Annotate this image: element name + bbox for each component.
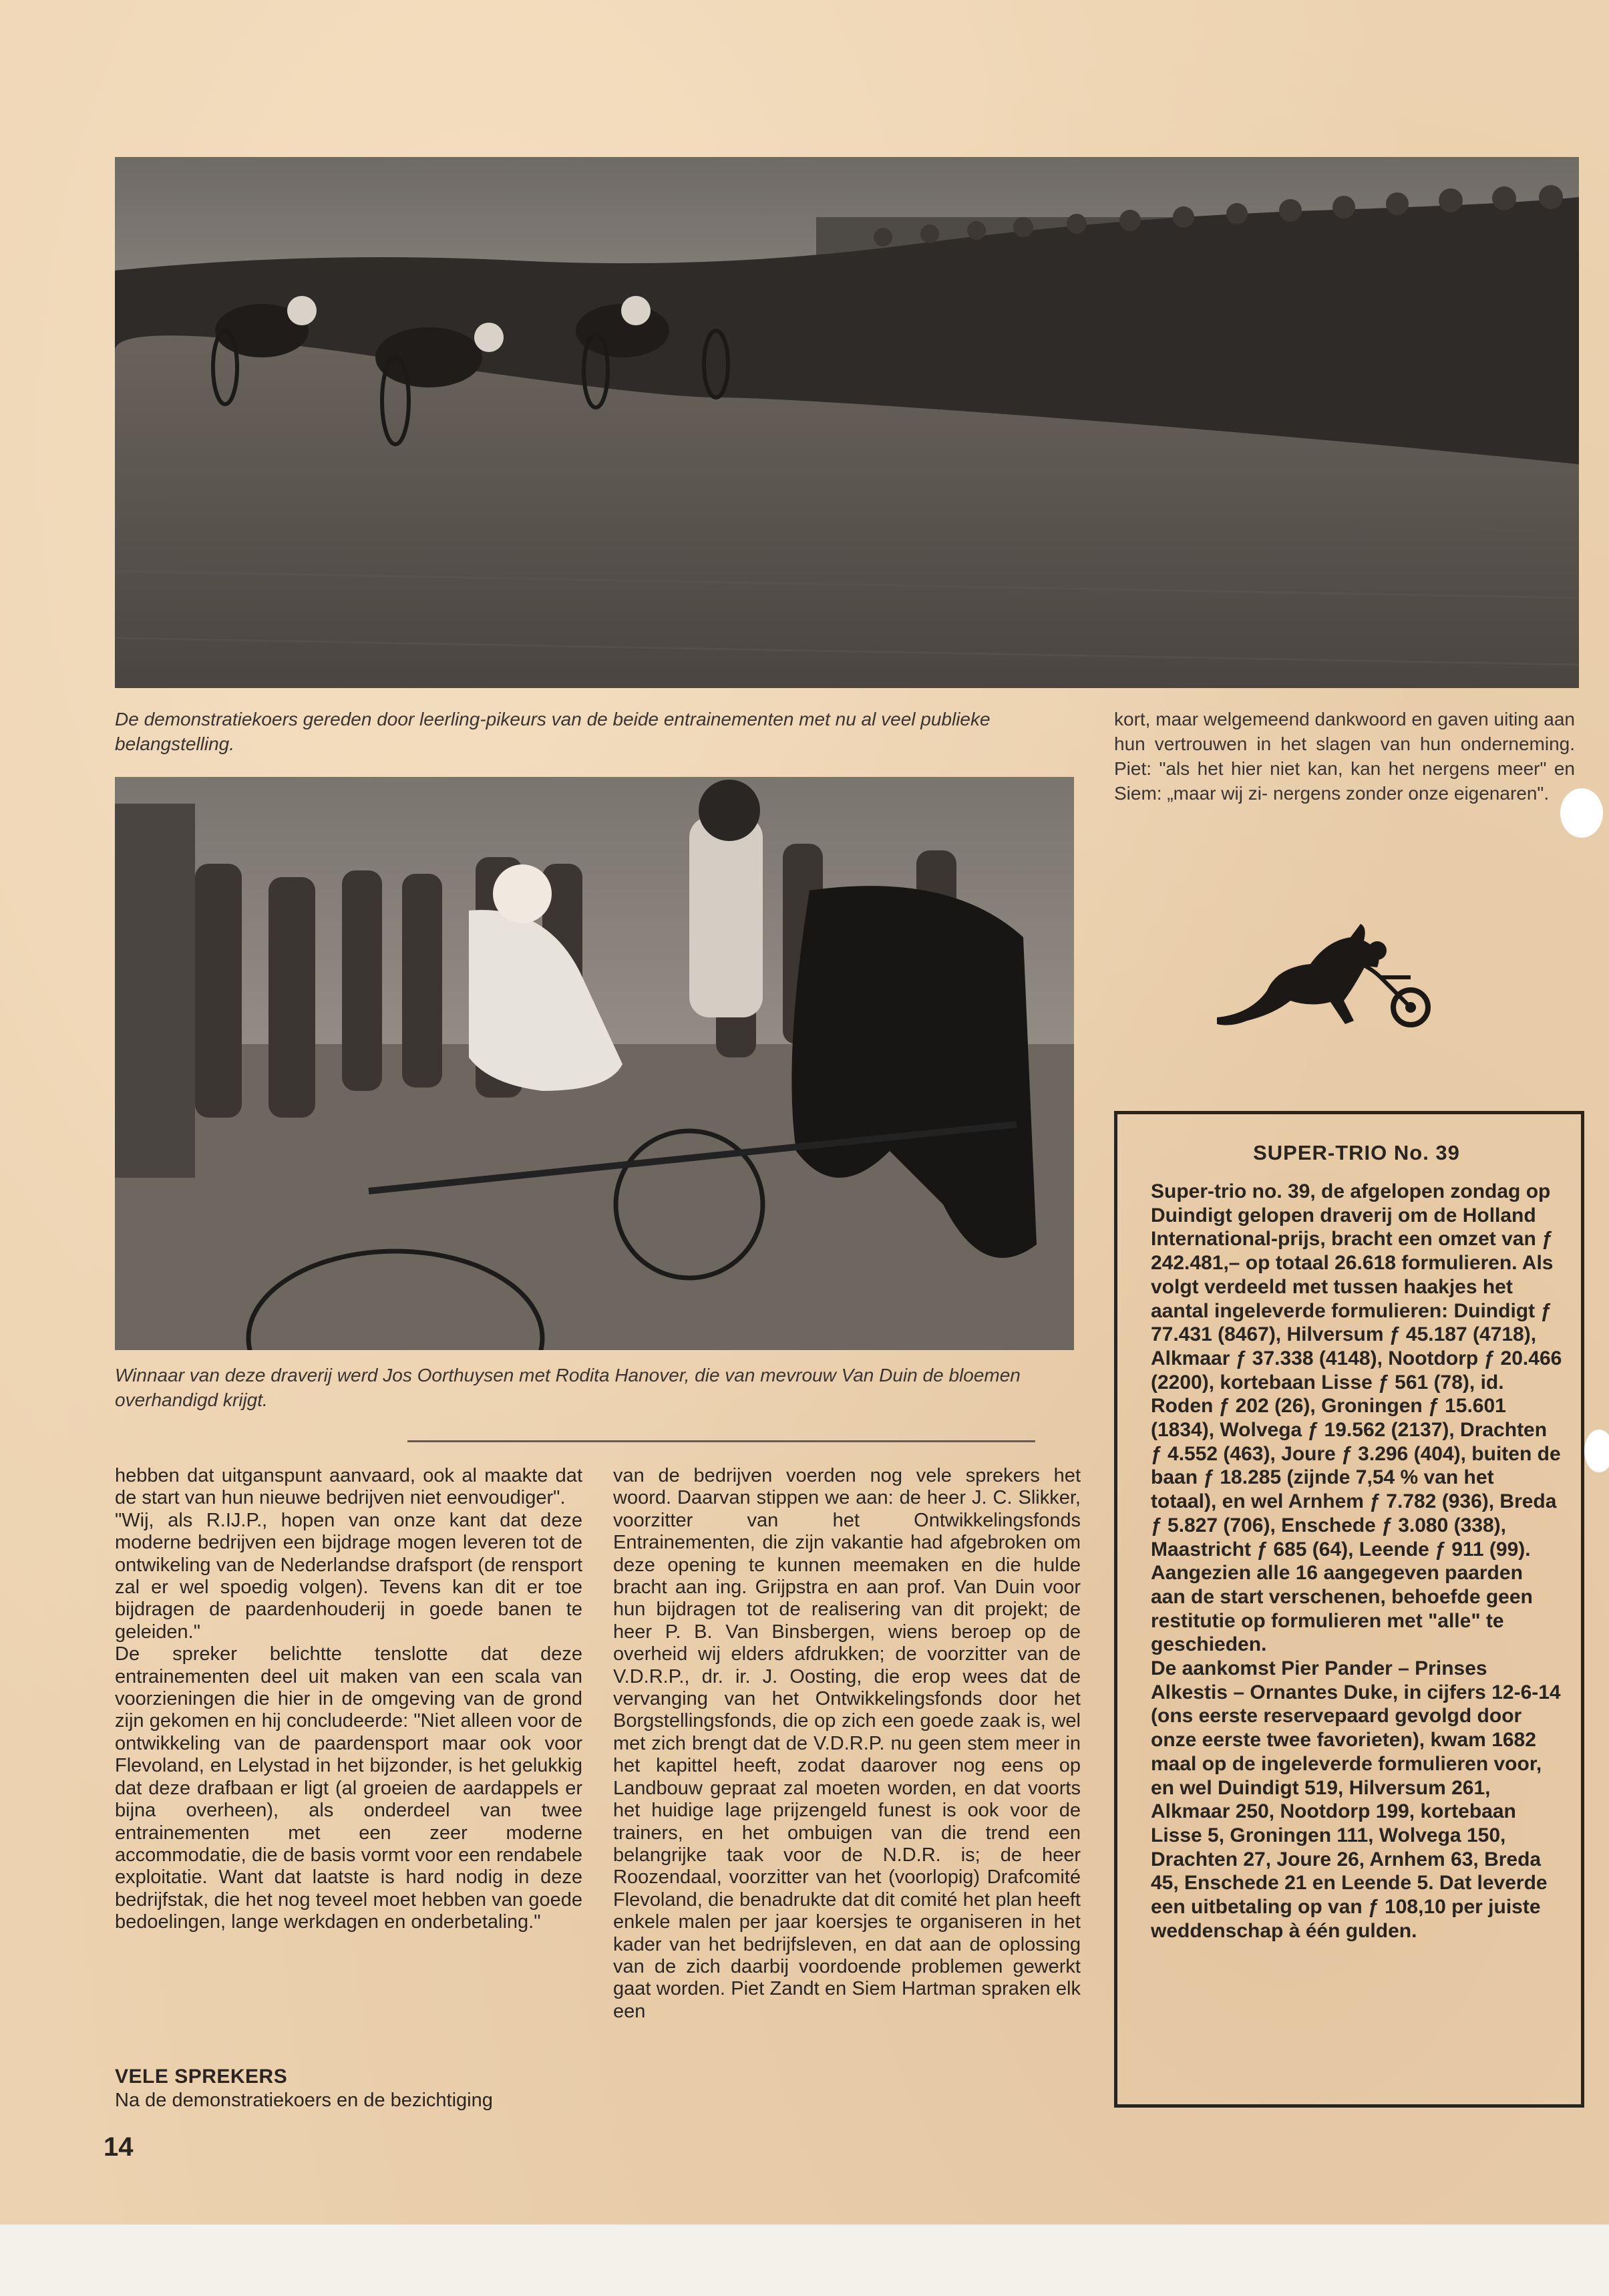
binder-hole (1584, 1430, 1609, 1472)
super-trio-paragraph-2: De aankomst Pier Pander – Prinses Alkestis – Ornantes Duke, in cijfers 12-6-14 (ons eerste reservepaard gevolgd door onze eerste twee favorieten), kwam 1682 maal op de ingeleverde formulieren voor, en wel Duindigt 519, Hilversum 261, Alkmaar 250, Nootdorp 199, kortebaan Lisse 5, Groningen 111, Wolvega 150, Drachten 27, Joure 26, Arnhem 63, Breda 45, Enschede 21 en Leende 5. Dat leverde een uitbetaling op van ƒ 108,10 per juiste weddenschap à één gulden. (1151, 1657, 1561, 1942)
paragraph: "Wij, als R.IJ.P., hopen van onze kant dat deze moderne bedrijven een bijdrage mogen leveren tot de ontwikeling van de Nederlandse drafsport (de rensport zal er wel spoedig volgen). Tevens kan dit er toe bijdragen de paardenhouderij in goede banen te geleiden." (115, 1509, 582, 1643)
caption-middle: Winnaar van deze draverij werd Jos Oorthuysen met Rodita Hanover, die van mevrouw Van Duin de bloemen overhandigd krijgt. (115, 1365, 1021, 1410)
article-column-2: van de bedrijven voerden nog vele sprekers het woord. Daarvan stippen we aan: de heer J. C. Slikker, voorzitter van het Ontwikkelingsfonds Entrainementen, die zijn vakantie had afgebroken om deze opening te kunnen meemaken en die hulde bracht aan ing. Grijpstra en aan prof. Van Duin voor hun bijdragen tot de realisering van dit projekt; de heer P. B. Van Binsbergen, wiens beroep op de overheid wij elders afdrukken; de voorzitter van de V.D.R.P., dr. ir. J. Oosting, die erop wees dat de vervanging van het Ontwikkelingsfonds door het Borgstellingsfonds, die op zich een goede zaak is, wel met zich brengt dat de V.D.R.P. nu geen stem meer in het kapittel heeft, zodat daarover nog eens op Landbouw gepraat zal moeten worden, en dat voorts het huidige lage prijzengeld funest is ook voor de trainers, en het ombuigen van die trend een belangrijke taak voor de N.D.R. is; de heer Roozendaal, voorzitter van het (voorlopig) Drafcomité Flevoland, die benadrukte dat dit comité het plan heeft enkele malen per jaar koersjes te organiseren in het kader van het bedrijfsleven, en dat aan de oplossing van de zich daarbij voordoende problemen gewerkt gaat worden. Piet Zandt en Siem Hartman spraken elk een (613, 1465, 1081, 2022)
right-column-intro: kort, maar welgemeend dankwoord en gaven uiting aan hun vertrouwen in het slagen van hun onderneming. Piet: "als het hier niet kan, kan het nergens meer" en Siem: „maar wij zi‑ nergens zonder onze eigenaren". (1114, 709, 1575, 804)
article-column-1 (115, 1465, 582, 1934)
super-trio-paragraph-1: Super-trio no. 39, de afgelopen zondag op Duindigt gelopen draverij om de Holland International-prijs, bracht een omzet van ƒ 242.481,– op totaal 26.618 formulieren. Als volgt verdeeld met tussen haakjes het aantal ingeleverde formulieren: Duindigt ƒ 77.431 (8467), Hilversum ƒ 45.187 (4718), Alkmaar ƒ 37.338 (4148), Nootdorp ƒ 20.466 (2200), kortebaan Lisse ƒ 561 (78), id. Roden ƒ 202 (26), Groningen ƒ 15.601 (1834), Wolvega ƒ 19.562 (2137), Drachten ƒ 4.552 (463), Joure ƒ 3.296 (404), buiten de baan ƒ 18.285 (zijnde 7,54 % van het totaal), en wel Arnhem ƒ 7.782 (936), Breda ƒ 5.827 (706), Enschede ƒ 3.080 (338), Maastricht ƒ 685 (64), Leende ƒ 911 (99). Aangezien alle 16 aangegeven paarden aan de start verschenen, behoefde geen restitutie op formulieren met "alle" te geschieden. (1151, 1180, 1562, 1656)
horse-sulky-icon (1210, 914, 1437, 1034)
divider-rule (407, 1440, 1035, 1442)
paragraph: hebben dat uitganspunt aanvaard, ook al maakte dat de start van hun nieuwe bedrijven niet eenvoudiger". (115, 1465, 582, 1509)
winner-scene-graphic (115, 777, 1074, 1350)
article-column-1-tail: Na de demonstratiekoers en de bezichtiging (115, 2090, 493, 2111)
binder-hole (1560, 788, 1603, 838)
super-trio-title: SUPER-TRIO No. 39 (1253, 1141, 1460, 1164)
super-trio-box (1114, 1111, 1584, 2108)
page-number: 14 (104, 2132, 134, 2162)
photo-winner-flowers (115, 777, 1074, 1350)
trotter-logo (1210, 914, 1437, 1034)
race-scene-graphic (115, 157, 1579, 688)
subheading-vele-sprekers: VELE SPREKERS (115, 2066, 288, 2088)
photo-race-crowd (115, 157, 1579, 688)
paragraph: De spreker belichtte tenslotte dat deze entrainementen deel uit maken van een scala van voorzieningen die hier in de omgeving van de grond zijn gekomen en hij concludeerde: "Niet alleen voor de ontwikkeling van de paardensport maar ook voor Flevoland, en Lelystad in het bijzonder, is het gelukkig dat deze drafbaan er ligt (al groeien de aardappels er bijna overheen), als onderdeel van twee entrainementen met een zeer moderne accommodatie, die de basis vormt voor een rendabele exploitatie. Want dat laatste is hard nodig in deze bedrijfstak, die het nog teveel moet hebben van goede bedoelingen, lange werkdagen en onderbetaling." (115, 1643, 582, 1933)
caption-top: De demonstratiekoers gereden door leerling-pikeurs van de beide entrainementen met nu al veel publieke belangstelling. (115, 709, 991, 754)
